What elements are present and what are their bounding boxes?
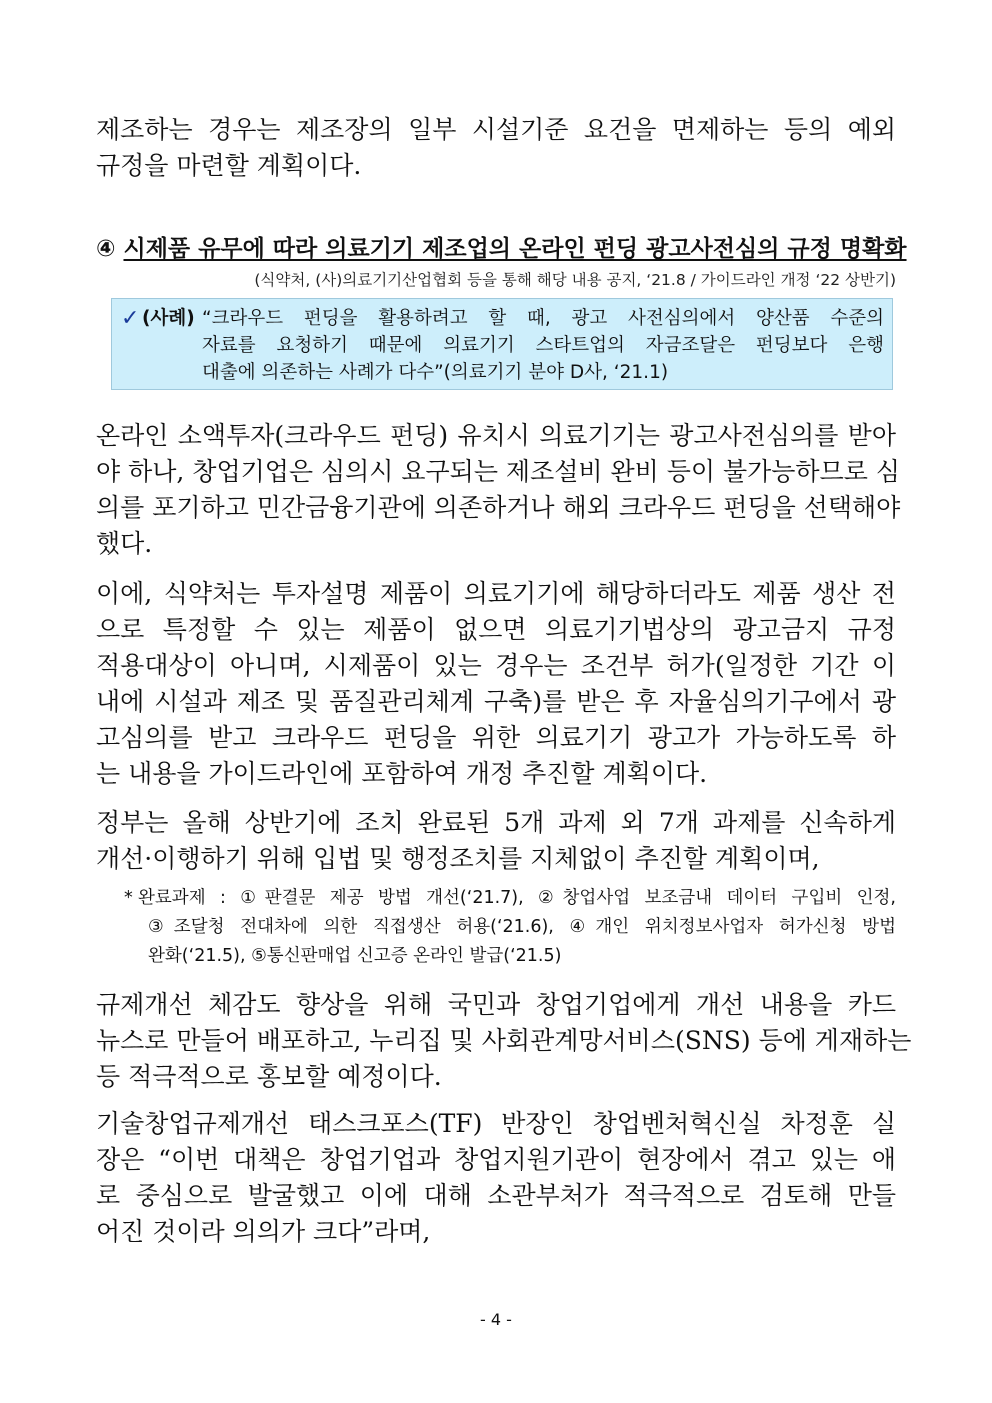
text-line: 로 중심으로 발굴했고 이에 대해 소관부처가 적극적으로 검토해 만들 [96,1181,896,1210]
text-line: 고심의를 받고 크라우드 펀딩을 위한 의료기기 광고가 가능하도록 하 [96,723,896,752]
text-line: 규제개선 체감도 향상을 위해 국민과 창업기업에게 개선 내용을 카드 [96,990,896,1019]
text-line: 적용대상이 아니며, 시제품이 있는 경우는 조건부 허가(일정한 기간 이 [96,651,896,680]
footnote-line: 완료과제 : ①판결문 제공 방법 개선(‘21.7), ②창업사업 보조금내 데이터 구입비 인정, [138,888,896,908]
section-heading [96,232,907,266]
text-line: 제조하는 경우는 제조장의 일부 시설기준 요건을 면제하는 등의 예외 [96,115,896,144]
text-line: 내에 시설과 제조 및 품질관리체계 구축)를 받은 후 자율심의기구에서 광 [96,687,896,716]
case-line: 자료를 요청하기 때문에 의료기기 스타트업의 자금조달은 펀딩보다 은행 [202,335,884,356]
case-quote [202,305,884,386]
footnote-line: 완화(‘21.5), ⑤통신판매업 신고증 온라인 발급(‘21.5) [148,946,562,966]
paragraph-tf-quote [96,1106,896,1250]
text-line: 온라인 소액투자(크라우드 펀딩) 유치시 의료기기는 광고사전심의를 받아 [96,421,896,450]
case-label: (사례) [142,308,195,329]
paragraph-mfds-plan [96,576,896,792]
footnote-line: ③조달청 전대차에 의한 직접생산 허용(‘21.6), ④개인 위치정보사업자 허가신청 방법 [148,917,896,937]
text-line: 의를 포기하고 민간금융기관에 의존하거나 해외 크라우드 펀딩을 선택해야 [96,493,901,522]
case-line: 대출에 의존하는 사례가 다수”(의료기기 분야 D사, ‘21.1) [202,362,669,383]
text-line: 정부는 올해 상반기에 조치 완료된 5개 과제 외 7개 과제를 신속하게 [96,808,896,837]
text-line: 어진 것이라 의의가 크다”라며, [96,1217,431,1246]
section-number: ④ [96,236,116,262]
paragraph-crowdfunding-problem [96,418,901,562]
text-line: 했다. [96,529,153,558]
text-line: 이에, 식약처는 투자설명 제품이 의료기기에 해당하더라도 제품 생산 전 [96,579,896,608]
text-line: 개선·이행하기 위해 입법 및 행정조치를 지체없이 추진할 계획이며, [96,844,820,873]
footnote-marker: * [124,888,133,908]
case-line: “크라우드 펀딩을 활용하려고 할 때, 광고 사전심의에서 양산품 수준의 [202,308,884,329]
page-number: - 4 - [480,1310,512,1329]
text-line: 뉴스로 만들어 배포하고, 누리집 및 사회관계망서비스(SNS) 등에 게재하는 [96,1026,912,1055]
text-line: 으로 특정할 수 있는 제품이 없으면 의료기기법상의 광고금지 규정 [96,615,896,644]
checkmark-icon: ✓ [121,306,140,331]
source-note: (식약처, (사)의료기기산업협회 등을 통해 해당 내용 공지, ‘21.8 / 가이드라인 개정 ‘22 상반기) [254,271,896,289]
case-example-box [111,298,893,390]
text-line: 등 적극적으로 홍보할 예정이다. [96,1062,442,1091]
paragraph-government-plan [96,805,896,877]
section-title: 시제품 유무에 따라 의료기기 제조업의 온라인 펀딩 광고사전심의 규정 명확화 [123,236,907,262]
text-line: 기술창업규제개선 태스크포스(TF) 반장인 창업벤처혁신실 차정훈 실 [96,1109,896,1138]
paragraph-promotion [96,987,912,1095]
paragraph-facility-exemption [96,112,896,184]
text-line: 야 하나, 창업기업은 심의시 요구되는 제조설비 완비 등이 불가능하므로 심 [96,457,900,486]
text-line: 장은 “이번 대책은 창업기업과 창업지원기관이 현장에서 겪고 있는 애 [96,1145,896,1174]
text-line: 규정을 마련할 계획이다. [96,151,362,180]
text-line: 는 내용을 가이드라인에 포함하여 개정 추진할 계획이다. [96,759,708,788]
